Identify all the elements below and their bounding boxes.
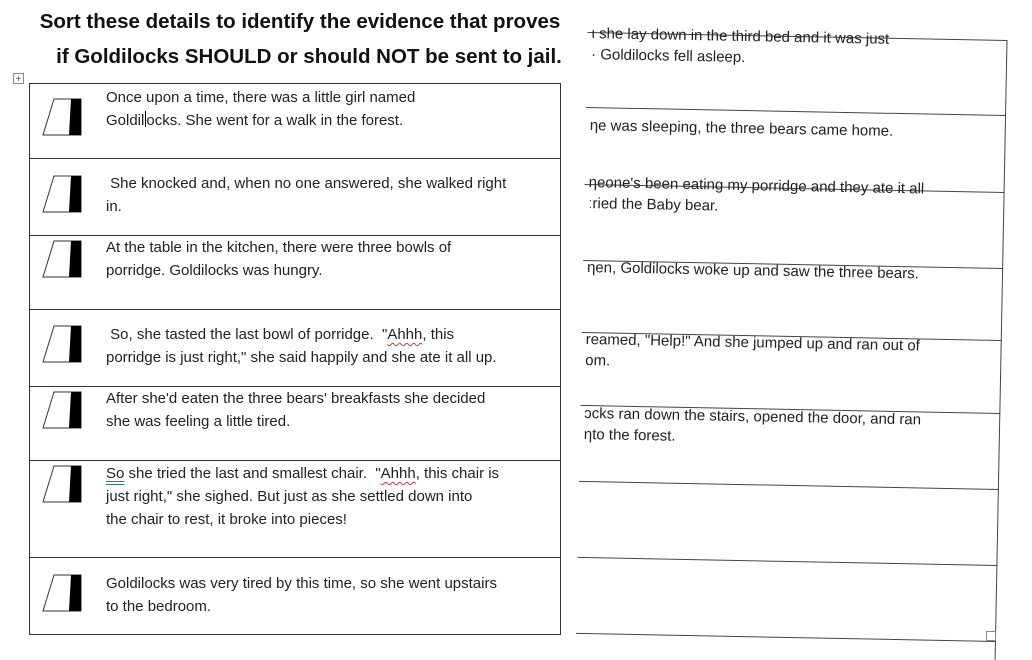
- card-row-7[interactable]: [30, 558, 560, 634]
- card-text-line: At the table in the kitchen, there were three bowls of: [106, 239, 452, 256]
- title-line-2: if Goldilocks SHOULD or should NOT be sent to jail.: [56, 45, 562, 68]
- card-row-1[interactable]: [30, 84, 560, 159]
- card-text-line: So she tried the last and smallest chair. "Ahhh, this chair is: [106, 465, 500, 482]
- card-text-line: the chair to rest, it broke into pieces!: [106, 511, 347, 528]
- worksheet-title: [0, 4, 600, 74]
- right-row-border: [580, 333, 1001, 414]
- row-text-line: om.: [585, 352, 611, 370]
- card-text-line: Goldil ocks. She went for a walk in the forest.: [106, 112, 404, 129]
- card-row-5[interactable]: [30, 387, 560, 461]
- card-icon: [41, 464, 85, 504]
- row-text-line: ɔcks ran down the stairs, opened the door, and ran: [584, 405, 922, 429]
- row-text-line: reamed, "Help!" And she jumped up and ran out of: [585, 331, 920, 355]
- row-text-line: ι she lay down in the third bed and it was just: [591, 25, 890, 48]
- card-icon: [41, 174, 85, 214]
- card-text-line: Once upon a time, there was a little girl named: [106, 89, 416, 106]
- card-icon: [41, 97, 85, 137]
- card-row-4[interactable]: [30, 310, 560, 387]
- left-card-table: [29, 83, 561, 635]
- title-line-1: Sort these details to identify the evidence that proves: [39, 10, 561, 33]
- card-row-6[interactable]: [30, 461, 560, 558]
- card-text-line: Goldilocks was very tired by this time, so she went upstairs: [106, 575, 497, 592]
- card-text-line: porridge. Goldilocks was hungry.: [106, 262, 323, 279]
- row-text-line: · Goldilocks fell asleep.: [590, 46, 746, 67]
- row-text-line: ηto the forest.: [583, 426, 676, 445]
- card-icon: [41, 239, 85, 279]
- card-row-2[interactable]: [30, 159, 560, 236]
- row-text-line: ηen, Goldilocks woke up and saw the three bears.: [586, 259, 920, 283]
- right-row-border: [583, 185, 1004, 269]
- card-text-line: She knocked and, when no one answered, she walked right: [106, 175, 507, 192]
- card-icon: [41, 324, 85, 364]
- right-row-8[interactable]: [576, 558, 997, 642]
- row-text-line: ːried the Baby bear.: [588, 195, 719, 215]
- row-text-line: ηeone's been eating my porridge and they ate it all: [588, 174, 925, 198]
- card-row-3[interactable]: [30, 236, 560, 310]
- right-row-border: [579, 406, 1000, 490]
- right-story-table: [576, 10, 1028, 658]
- card-text-line: porridge is just right," she said happily and she ate it all up.: [106, 349, 497, 366]
- card-icon: [41, 390, 85, 430]
- card-text-line: just right," she sighed. But just as she settled down into: [106, 488, 473, 505]
- card-text-line: in.: [106, 198, 122, 215]
- right-row-border: [582, 261, 1003, 341]
- card-icon: [41, 573, 85, 613]
- card-text-line: to the bedroom.: [106, 598, 212, 615]
- row-text-line: ηe was sleeping, the three bears came home.: [589, 117, 894, 140]
- table-resize-handle-icon[interactable]: [986, 631, 996, 641]
- table-move-handle-icon[interactable]: +: [13, 73, 24, 84]
- right-row-border: [586, 32, 1007, 116]
- right-row-7[interactable]: [577, 482, 998, 566]
- card-text-line: After she'd eaten the three bears' breakfasts she decided: [106, 390, 486, 407]
- card-text-line: So, she tasted the last bowl of porridge. "Ahhh, this: [106, 326, 455, 343]
- card-text-line: she was feeling a little tired.: [106, 413, 291, 430]
